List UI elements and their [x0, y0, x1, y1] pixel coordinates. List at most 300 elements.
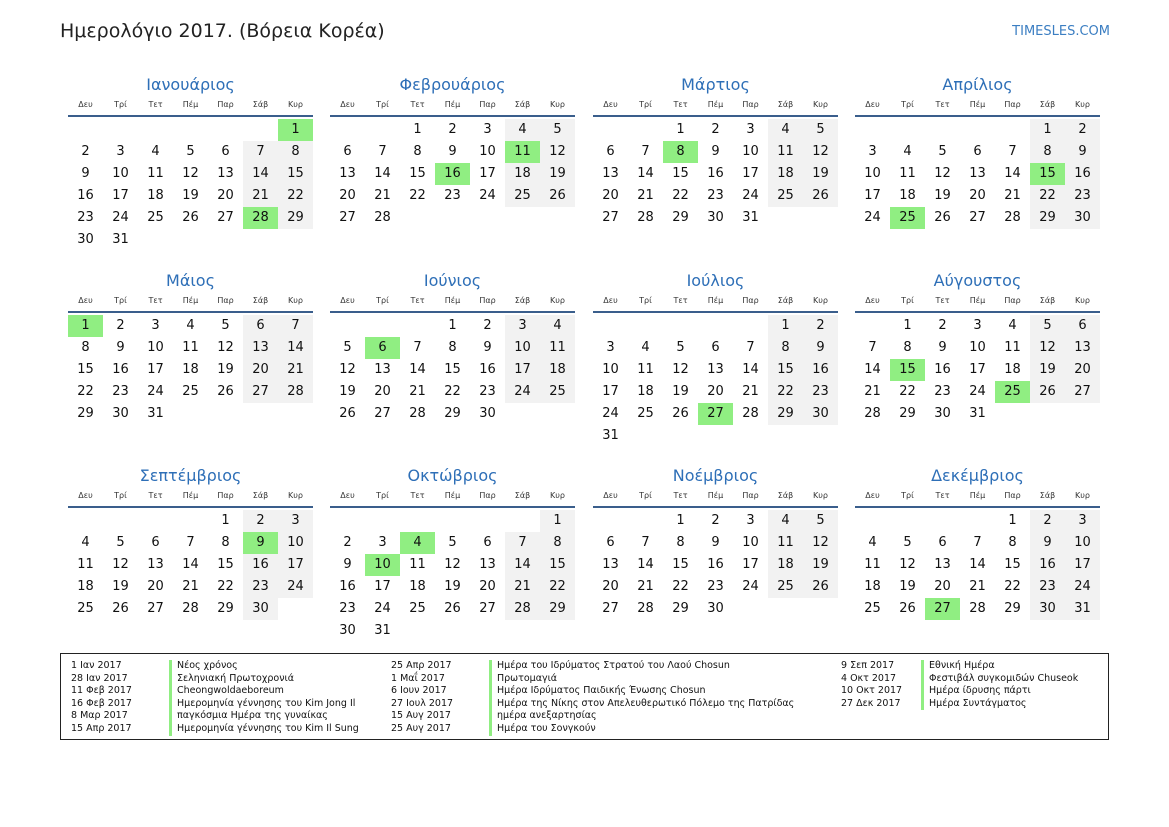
day-cell: 4	[505, 119, 540, 141]
day-cell: 18	[505, 163, 540, 185]
day-cell: 16	[77, 188, 94, 203]
day-cell: 13	[243, 337, 278, 359]
day-cell: 28	[969, 601, 986, 616]
day-cell: 26	[803, 185, 838, 207]
day-cell: 21	[505, 576, 540, 598]
day-cell: 10	[112, 166, 129, 181]
day-cell: 13	[374, 362, 391, 377]
day-cell: 22	[278, 185, 313, 207]
day-cell: 17	[112, 188, 129, 203]
month-name: Οκτώβριος	[407, 466, 498, 485]
day-cell: 21	[1004, 188, 1021, 203]
day-cell: 7	[243, 141, 278, 163]
empty-cell	[400, 315, 435, 337]
day-cell: 23	[339, 601, 356, 616]
day-cell: 21	[182, 579, 199, 594]
legend-row	[391, 660, 794, 673]
day-cell: 8	[1030, 141, 1065, 163]
day-cell: 30	[339, 623, 356, 638]
day-cell: 5	[186, 144, 195, 159]
day-cell: 4	[768, 510, 803, 532]
empty-cell	[400, 510, 435, 532]
day-cell: 10	[742, 535, 759, 550]
holiday-day-cell: 6	[365, 337, 400, 359]
day-cell: 18	[637, 384, 654, 399]
day-cell: 13	[147, 557, 164, 572]
month-block	[330, 271, 575, 425]
empty-cell	[698, 315, 733, 337]
day-cell: 2	[938, 318, 947, 333]
day-cell: 5	[343, 340, 352, 355]
day-cell: 3	[973, 318, 982, 333]
day-cell: 21	[742, 384, 759, 399]
day-cell: 12	[803, 532, 838, 554]
weekday-label: Δευ	[865, 296, 880, 305]
day-cell: 6	[343, 144, 352, 159]
day-cell: 10	[278, 532, 313, 554]
day-cell: 24	[602, 406, 619, 421]
empty-cell	[890, 510, 925, 532]
weekday-label: Πέμ	[182, 491, 199, 500]
legend-row	[71, 698, 359, 711]
day-cell: 30	[707, 601, 724, 616]
day-cell: 31	[742, 210, 759, 225]
day-cell: 31	[969, 406, 986, 421]
day-cell: 14	[374, 166, 391, 181]
month-block	[593, 271, 838, 447]
legend-row	[391, 673, 794, 686]
day-cell: 31	[112, 232, 129, 247]
day-cell: 9	[1065, 141, 1100, 163]
day-cell: 4	[186, 318, 195, 333]
empty-cell	[365, 119, 400, 141]
empty-cell	[68, 119, 103, 141]
weekday-label: Παρ	[1004, 296, 1021, 305]
day-cell: 24	[969, 384, 986, 399]
day-cell: 27	[374, 406, 391, 421]
weekday-label: Πέμ	[444, 100, 461, 109]
day-grid	[593, 119, 838, 229]
weekday-label: Τετ	[673, 491, 688, 500]
day-cell: 13	[602, 166, 619, 181]
weekday-label: Τετ	[148, 100, 163, 109]
legend-holiday-name: Ημερομηνία γέννησης του Kim Jong Il	[169, 698, 355, 711]
day-cell: 24	[505, 381, 540, 403]
weekday-label: Παρ	[217, 491, 234, 500]
holiday-day-cell: 15	[890, 359, 925, 381]
weekday-label: Δευ	[340, 491, 355, 500]
legend-holiday-name: Ημέρα ίδρυσης πάρτι	[921, 685, 1031, 698]
day-cell: 12	[112, 557, 129, 572]
weekday-label: Κυρ	[1075, 100, 1090, 109]
day-cell: 23	[1030, 576, 1065, 598]
weekday-label: Δευ	[340, 296, 355, 305]
day-cell: 22	[1030, 185, 1065, 207]
weekday-header	[855, 489, 1100, 508]
day-cell: 25	[182, 384, 199, 399]
day-cell: 22	[672, 188, 689, 203]
day-cell: 8	[81, 340, 90, 355]
weekday-header	[330, 489, 575, 508]
day-cell: 23	[479, 384, 496, 399]
day-cell: 17	[479, 166, 496, 181]
day-cell: 15	[77, 362, 94, 377]
day-cell: 25	[505, 185, 540, 207]
day-cell: 1	[221, 513, 230, 528]
day-cell: 12	[803, 141, 838, 163]
day-cell: 28	[1004, 210, 1021, 225]
day-cell: 29	[768, 403, 803, 425]
legend-holiday-name: Ημέρα του Ιδρύματος Στρατού του Λαού Chosun	[489, 660, 730, 673]
day-cell: 27	[1065, 381, 1100, 403]
day-cell: 5	[903, 535, 912, 550]
day-cell: 29	[899, 406, 916, 421]
day-cell: 27	[243, 381, 278, 403]
day-cell: 11	[637, 362, 654, 377]
day-cell: 2	[448, 122, 457, 137]
day-cell: 12	[540, 141, 575, 163]
weekday-header	[593, 98, 838, 117]
empty-cell	[593, 119, 628, 141]
day-cell: 24	[278, 576, 313, 598]
empty-cell	[890, 119, 925, 141]
empty-cell	[138, 119, 173, 141]
day-cell: 9	[116, 340, 125, 355]
day-cell: 28	[864, 406, 881, 421]
legend-holiday-name: Φεστιβάλ συγκομιδών Chuseok	[921, 673, 1078, 686]
day-grid	[593, 315, 838, 447]
day-cell: 31	[374, 623, 391, 638]
legend-holiday-name: Πρωτομαγιά	[489, 673, 557, 686]
legend-row	[391, 710, 794, 723]
day-cell: 2	[1065, 119, 1100, 141]
day-cell: 20	[374, 384, 391, 399]
legend-date: 1 Μαΐ 2017	[391, 672, 445, 684]
day-cell: 10	[602, 362, 619, 377]
weekday-label: Σάβ	[1039, 296, 1056, 305]
day-cell: 19	[1030, 359, 1065, 381]
legend-date: 6 Ιουν 2017	[391, 685, 447, 697]
month-name: Μάρτιος	[681, 75, 750, 94]
day-grid	[593, 510, 838, 620]
day-cell: 26	[182, 210, 199, 225]
day-cell: 5	[676, 340, 685, 355]
day-cell: 13	[934, 557, 951, 572]
empty-cell	[663, 315, 698, 337]
weekday-label: Σάβ	[514, 491, 531, 500]
day-cell: 27	[479, 601, 496, 616]
day-cell: 18	[540, 359, 575, 381]
weekday-header	[68, 98, 313, 117]
month-name: Σεπτέμβριος	[139, 466, 242, 485]
day-cell: 15	[672, 557, 689, 572]
empty-cell	[628, 315, 663, 337]
day-cell: 23	[1065, 185, 1100, 207]
holiday-day-cell: 27	[698, 403, 733, 425]
day-cell: 20	[479, 579, 496, 594]
day-cell: 1	[768, 315, 803, 337]
legend-column	[71, 660, 359, 736]
holiday-day-cell: 1	[278, 119, 313, 141]
empty-cell	[103, 510, 138, 532]
holiday-day-cell: 25	[995, 381, 1030, 403]
day-cell: 30	[243, 598, 278, 620]
day-cell: 21	[409, 384, 426, 399]
weekday-header	[68, 294, 313, 313]
day-cell: 26	[540, 185, 575, 207]
day-grid	[855, 315, 1100, 425]
day-cell: 26	[672, 406, 689, 421]
weekday-label: Κυρ	[1075, 296, 1090, 305]
day-cell: 31	[147, 406, 164, 421]
day-grid	[330, 510, 575, 642]
empty-cell	[995, 119, 1030, 141]
day-cell: 13	[339, 166, 356, 181]
day-cell: 17	[374, 579, 391, 594]
day-cell: 26	[1030, 381, 1065, 403]
day-cell: 5	[221, 318, 230, 333]
empty-cell	[960, 119, 995, 141]
month-name: Ιούλιος	[686, 271, 745, 290]
day-cell: 16	[339, 579, 356, 594]
holiday-day-cell: 27	[925, 598, 960, 620]
day-cell: 28	[505, 598, 540, 620]
day-cell: 8	[540, 532, 575, 554]
day-cell: 25	[147, 210, 164, 225]
legend-date: 25 Αυγ 2017	[391, 722, 451, 734]
weekday-label: Τρί	[639, 491, 652, 500]
day-cell: 4	[540, 315, 575, 337]
legend-holiday-name: Cheongwoldaeboreum	[169, 685, 284, 698]
day-cell: 26	[112, 601, 129, 616]
weekday-label: Πέμ	[444, 491, 461, 500]
day-cell: 11	[409, 557, 426, 572]
day-cell: 16	[803, 359, 838, 381]
day-cell: 19	[444, 579, 461, 594]
weekday-label: Σάβ	[777, 100, 794, 109]
weekday-label: Πέμ	[707, 296, 724, 305]
day-cell: 6	[711, 340, 720, 355]
day-cell: 18	[899, 188, 916, 203]
day-cell: 19	[672, 384, 689, 399]
day-cell: 4	[768, 119, 803, 141]
weekday-label: Σάβ	[777, 296, 794, 305]
weekday-label: Παρ	[742, 296, 759, 305]
day-cell: 23	[243, 576, 278, 598]
day-cell: 7	[868, 340, 877, 355]
day-cell: 18	[182, 362, 199, 377]
day-cell: 18	[1004, 362, 1021, 377]
day-cell: 10	[742, 144, 759, 159]
day-cell: 15	[278, 163, 313, 185]
day-cell: 6	[606, 144, 615, 159]
day-cell: 23	[803, 381, 838, 403]
day-cell: 12	[899, 557, 916, 572]
site-brand-link[interactable]: TIMESLES.COM	[1012, 24, 1110, 39]
day-cell: 27	[147, 601, 164, 616]
weekday-label: Τρί	[901, 296, 914, 305]
day-cell: 28	[409, 406, 426, 421]
day-cell: 10	[864, 166, 881, 181]
day-cell: 26	[934, 210, 951, 225]
legend-column	[391, 660, 794, 736]
day-cell: 29	[444, 406, 461, 421]
weekday-label: Τετ	[935, 296, 950, 305]
day-cell: 21	[278, 359, 313, 381]
legend-holiday-name: Ημέρα Συντάγματος	[921, 698, 1026, 711]
month-block	[593, 75, 838, 229]
weekday-header	[593, 489, 838, 508]
weekday-label: Σάβ	[252, 491, 269, 500]
day-cell: 4	[903, 144, 912, 159]
empty-cell	[505, 510, 540, 532]
month-name: Ιούνιος	[423, 271, 482, 290]
weekday-label: Σάβ	[514, 296, 531, 305]
weekday-label: Τετ	[673, 296, 688, 305]
day-cell: 22	[444, 384, 461, 399]
day-cell: 9	[803, 337, 838, 359]
day-cell: 8	[903, 340, 912, 355]
day-cell: 11	[77, 557, 94, 572]
day-cell: 19	[803, 554, 838, 576]
weekday-label: Πέμ	[969, 491, 986, 500]
weekday-label: Παρ	[217, 100, 234, 109]
day-cell: 7	[641, 144, 650, 159]
day-cell: 29	[672, 210, 689, 225]
day-cell: 28	[742, 406, 759, 421]
legend-row	[841, 685, 1078, 698]
day-cell: 29	[217, 601, 234, 616]
weekday-label: Παρ	[742, 100, 759, 109]
day-cell: 5	[938, 144, 947, 159]
weekday-label: Πέμ	[707, 100, 724, 109]
month-block	[68, 466, 313, 620]
legend-date: 11 Φεβ 2017	[71, 685, 132, 697]
weekday-label: Τετ	[935, 491, 950, 500]
weekday-label: Κυρ	[288, 296, 303, 305]
day-cell: 14	[505, 554, 540, 576]
day-cell: 1	[676, 513, 685, 528]
empty-cell	[330, 119, 365, 141]
day-cell: 23	[707, 188, 724, 203]
weekday-header	[855, 294, 1100, 313]
day-cell: 17	[864, 188, 881, 203]
weekday-label: Πέμ	[969, 296, 986, 305]
day-cell: 7	[973, 535, 982, 550]
day-cell: 21	[864, 384, 881, 399]
month-block	[330, 466, 575, 642]
empty-cell	[925, 119, 960, 141]
empty-cell	[628, 510, 663, 532]
day-cell: 11	[899, 166, 916, 181]
day-cell: 20	[934, 579, 951, 594]
empty-cell	[103, 119, 138, 141]
day-cell: 5	[448, 535, 457, 550]
day-cell: 3	[116, 144, 125, 159]
weekday-label: Παρ	[479, 100, 496, 109]
day-cell: 22	[540, 576, 575, 598]
day-grid	[855, 119, 1100, 229]
day-cell: 25	[768, 576, 803, 598]
day-cell: 3	[483, 122, 492, 137]
page-title: Ημερολόγιο 2017. (Βόρεια Κορέα)	[60, 20, 385, 42]
day-cell: 9	[81, 166, 90, 181]
weekday-label: Τρί	[376, 100, 389, 109]
holiday-day-cell: 11	[505, 141, 540, 163]
weekday-label: Κυρ	[813, 296, 828, 305]
day-cell: 23	[444, 188, 461, 203]
day-cell: 10	[505, 337, 540, 359]
day-cell: 14	[969, 557, 986, 572]
legend-row	[71, 673, 359, 686]
legend-holiday-name: Ημέρα Ιδρύματος Παιδικής Ένωσης Chosun	[489, 685, 706, 698]
month-name: Νοέμβριος	[672, 466, 759, 485]
day-cell: 19	[899, 579, 916, 594]
day-cell: 1	[903, 318, 912, 333]
day-cell: 19	[339, 384, 356, 399]
day-cell: 26	[444, 601, 461, 616]
weekday-label: Πέμ	[707, 491, 724, 500]
day-cell: 14	[637, 166, 654, 181]
day-cell: 10	[147, 340, 164, 355]
holiday-day-cell: 1	[68, 315, 103, 337]
day-cell: 29	[1004, 601, 1021, 616]
day-cell: 28	[637, 210, 654, 225]
day-cell: 4	[868, 535, 877, 550]
day-cell: 22	[77, 384, 94, 399]
legend-holiday-name: ημέρα ανεξαρτησίας	[489, 710, 597, 723]
legend-date: 25 Απρ 2017	[391, 660, 452, 671]
day-cell: 30	[1030, 598, 1065, 620]
day-cell: 8	[413, 144, 422, 159]
day-cell: 18	[864, 579, 881, 594]
month-block	[855, 466, 1100, 620]
legend-row	[71, 710, 359, 723]
weekday-label: Κυρ	[288, 491, 303, 500]
day-cell: 9	[483, 340, 492, 355]
day-cell: 8	[278, 141, 313, 163]
day-cell: 20	[243, 359, 278, 381]
weekday-label: Τρί	[114, 296, 127, 305]
weekday-label: Τρί	[901, 100, 914, 109]
day-cell: 14	[1004, 166, 1021, 181]
day-cell: 3	[746, 122, 755, 137]
day-cell: 27	[602, 210, 619, 225]
weekday-label: Σάβ	[514, 100, 531, 109]
day-cell: 28	[278, 381, 313, 403]
day-cell: 14	[864, 362, 881, 377]
day-cell: 20	[147, 579, 164, 594]
day-cell: 15	[1004, 557, 1021, 572]
empty-cell	[925, 510, 960, 532]
day-cell: 13	[707, 362, 724, 377]
legend-holiday-name: Σεληνιακή Πρωτοχρονιά	[169, 673, 294, 686]
day-cell: 11	[768, 532, 803, 554]
day-cell: 22	[672, 579, 689, 594]
day-cell: 29	[540, 598, 575, 620]
day-cell: 19	[217, 362, 234, 377]
day-cell: 26	[899, 601, 916, 616]
day-cell: 4	[151, 144, 160, 159]
weekday-label: Τρί	[639, 100, 652, 109]
weekday-label: Κυρ	[550, 491, 565, 500]
day-cell: 12	[182, 166, 199, 181]
weekday-label: Κυρ	[1075, 491, 1090, 500]
weekday-label: Τρί	[376, 296, 389, 305]
day-cell: 2	[343, 535, 352, 550]
empty-cell	[365, 315, 400, 337]
day-cell: 9	[448, 144, 457, 159]
